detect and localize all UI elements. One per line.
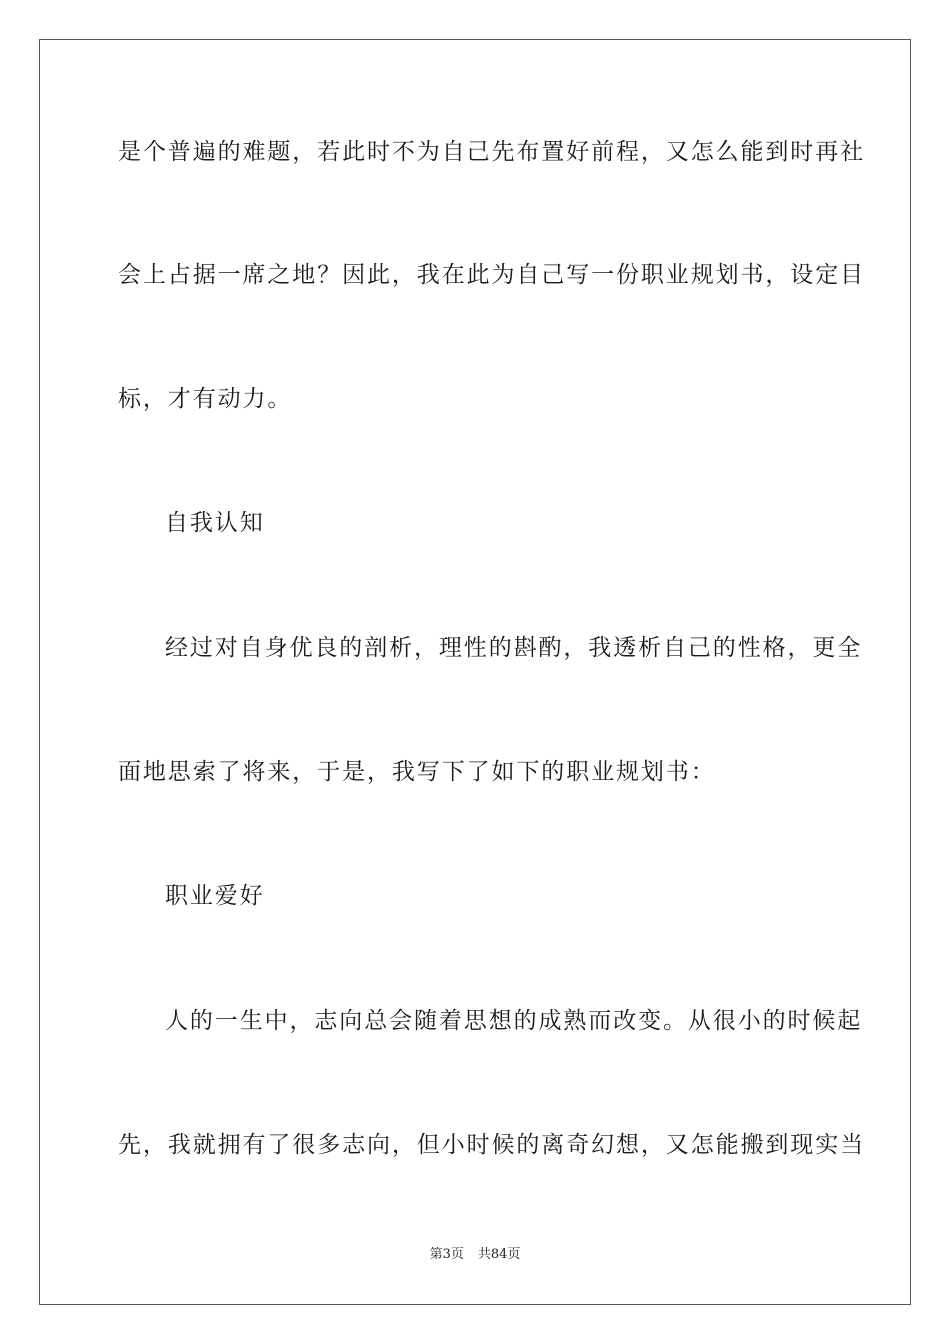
- page-border: [39, 39, 911, 1305]
- total-pages: 共84页: [477, 1247, 521, 1262]
- paragraph-line: 人的一生中，志向总会随着思想的成熟而改变。从很小的时候起: [165, 1008, 863, 1034]
- section-heading: 自我认知: [165, 510, 265, 536]
- paragraph-line: 会上占据一席之地？因此，我在此为自己写一份职业规划书，设定目: [118, 262, 865, 288]
- paragraph-line: 面地思索了将来，于是，我写下了如下的职业规划书：: [118, 759, 716, 785]
- paragraph-line: 经过对自身优良的剖析，理性的斟酌，我透析自己的性格，更全: [165, 635, 863, 661]
- paragraph-line: 先，我就拥有了很多志向，但小时候的离奇幻想，又怎能搬到现实当: [118, 1132, 865, 1158]
- paragraph-line: 标，才有动力。: [118, 386, 293, 412]
- page-number: 第3页: [429, 1247, 464, 1262]
- page-footer: [0, 1246, 950, 1264]
- section-heading: 职业爱好: [165, 883, 265, 909]
- paragraph-line: 是个普遍的难题，若此时不为自己先布置好前程，又怎么能到时再社: [118, 139, 865, 165]
